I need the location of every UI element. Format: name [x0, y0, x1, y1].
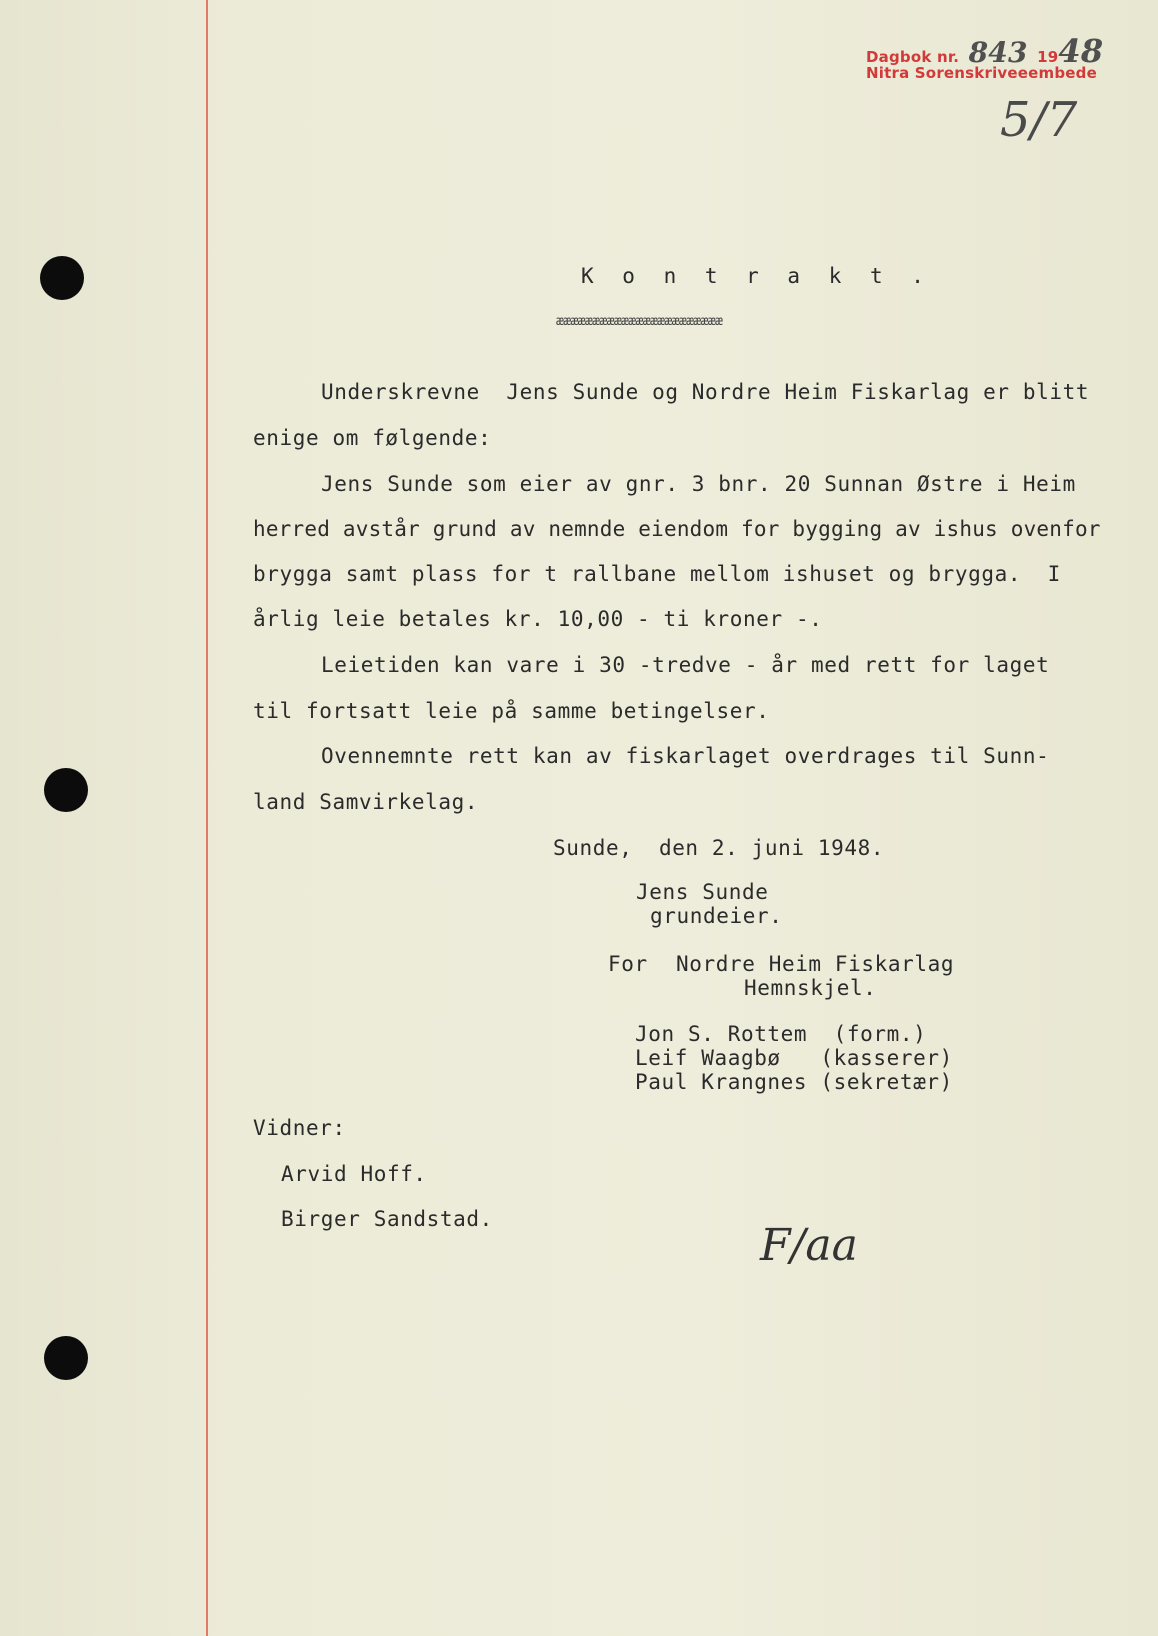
handwritten-initials: F/aa: [760, 1220, 858, 1271]
register-office: Nitra Sorenskriveeembede: [866, 64, 1097, 82]
stamp-year-suffix: 48: [1058, 32, 1104, 70]
paragraph-line: land Samvirkelag.: [253, 790, 479, 814]
stamp-prefix: Dagbok nr.: [866, 48, 960, 66]
paragraph-line: Underskrevne Jens Sunde og Nordre Heim Fiskarlag er blitt: [321, 380, 1090, 404]
witness-name: Birger Sandstad.: [281, 1207, 493, 1231]
punch-hole-bottom: [44, 1336, 88, 1380]
board-member: Paul Krangnes (sekretær): [635, 1070, 953, 1094]
paragraph-line: Ovennemnte rett kan av fiskarlaget overdrages til Sunn-: [321, 744, 1050, 768]
board-member: Jon S. Rottem (form.): [635, 1022, 927, 1046]
punch-hole-top: [40, 256, 84, 300]
place-date: Sunde, den 2. juni 1948.: [553, 836, 885, 860]
stamp-year-prefix: 19: [1037, 48, 1059, 66]
title-underline: æææææææææææææææææææææææ: [556, 314, 723, 329]
paragraph-line: brygga samt plass for t rallbane mellom ishuset og brygga. I: [253, 562, 1061, 586]
punch-hole-middle: [44, 768, 88, 812]
org-prefix: For: [608, 952, 648, 976]
paragraph-line: Leietiden kan vare i 30 -tredve - år med rett for laget: [321, 653, 1050, 677]
signer-name: Jens Sunde: [636, 880, 769, 904]
paragraph-line: til fortsatt leie på samme betingelser.: [253, 699, 770, 723]
org-name: Nordre Heim Fiskarlag: [676, 952, 955, 976]
signer-role: grundeier.: [650, 904, 783, 928]
witness-label: Vidner:: [253, 1116, 346, 1140]
paragraph-line: Jens Sunde som eier av gnr. 3 bnr. 20 Sunnan Østre i Heim: [321, 472, 1076, 496]
paragraph-line: herred avstår grund av nemnde eiendom for bygging av ishus ovenfor: [253, 517, 1101, 541]
org-place: Hemnskjel.: [744, 976, 877, 1000]
document-title: K o n t r a k t .: [581, 264, 932, 288]
paragraph-line: enige om følgende:: [253, 426, 492, 450]
witness-name: Arvid Hoff.: [281, 1162, 427, 1186]
paragraph-line: årlig leie betales kr. 10,00 - ti kroner -.: [253, 607, 823, 631]
stamp-number: 843: [968, 36, 1028, 69]
board-member: Leif Waagbø (kasserer): [635, 1046, 953, 1070]
folio-number: 5/7: [1000, 92, 1078, 148]
margin-line: [206, 0, 208, 1636]
